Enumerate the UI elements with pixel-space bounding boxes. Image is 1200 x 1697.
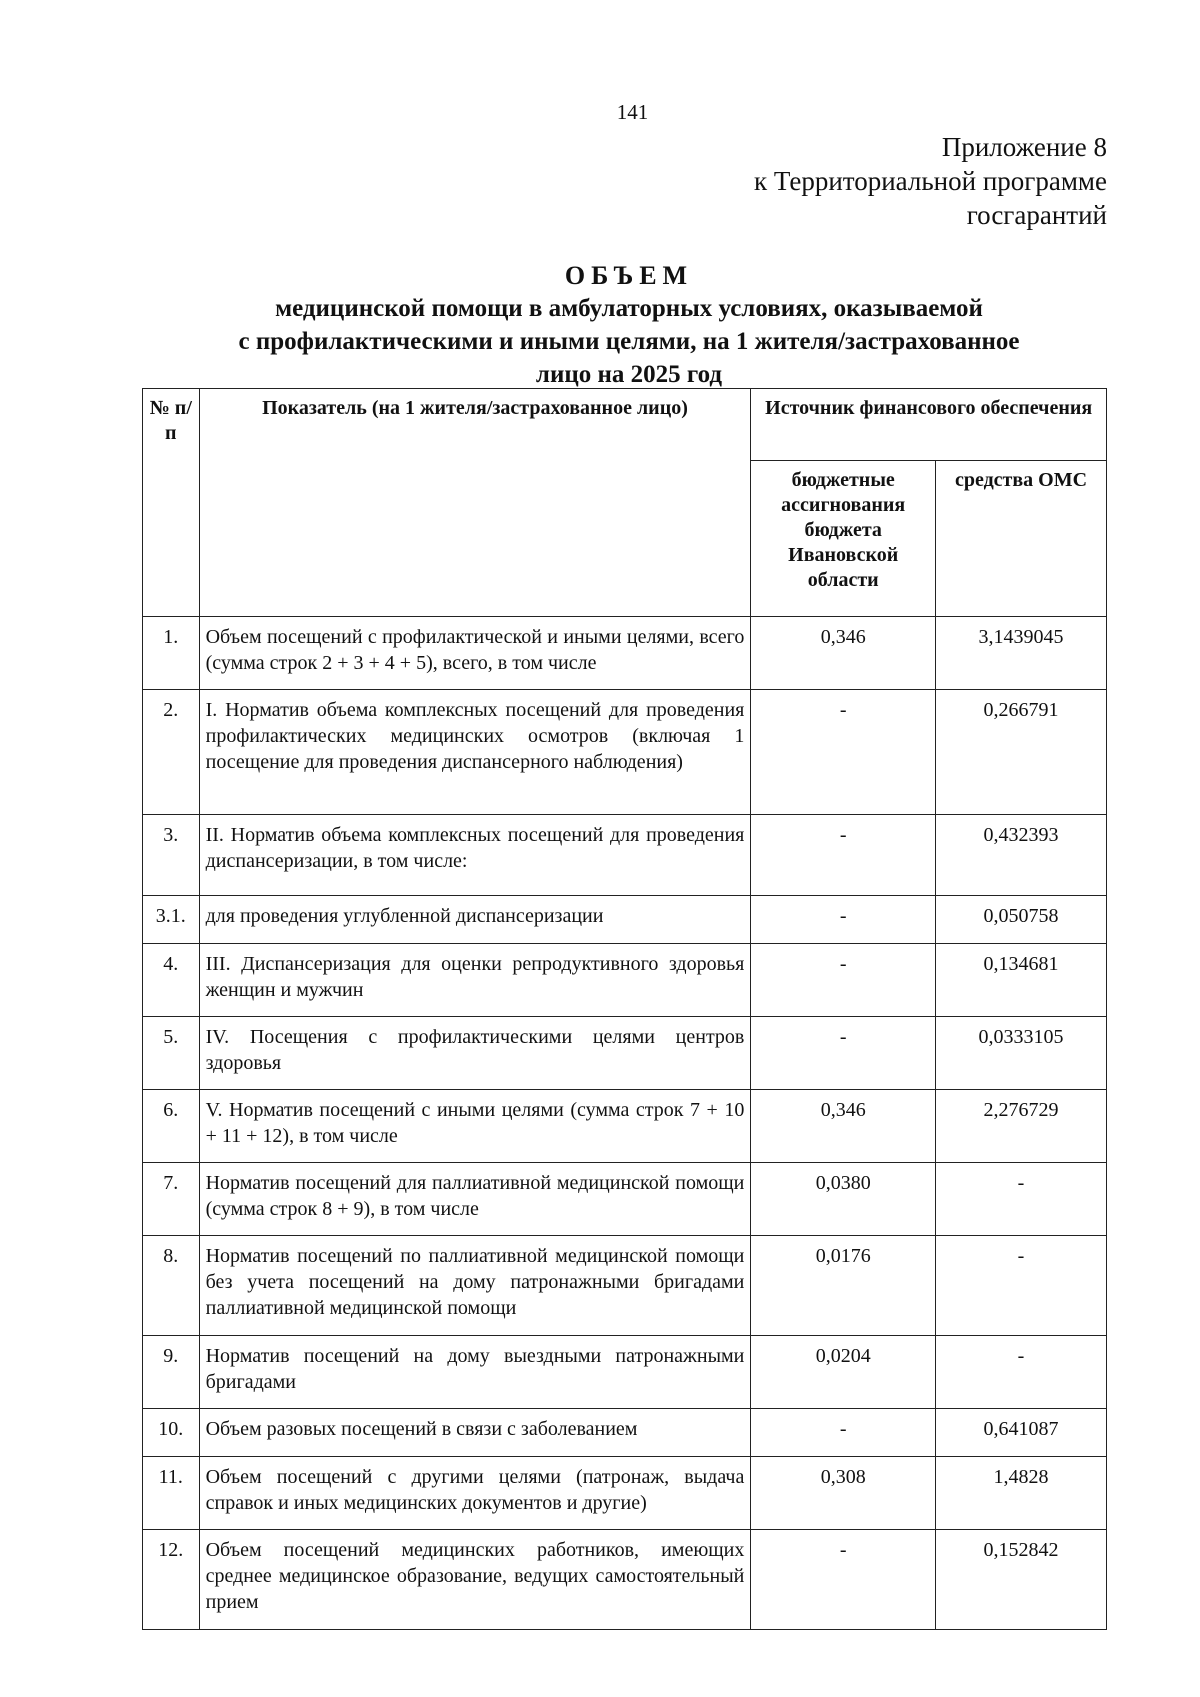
row-indicator: для проведения углубленной диспансеризации [199,896,751,944]
row-oms-value: 2,276729 [936,1090,1107,1163]
row-indicator: Объем посещений с другими целями (патронаж, выдача справок и иных медицинских документов и другие) [199,1457,751,1530]
header-indicator: Показатель (на 1 жителя/застрахованное лицо) [199,389,751,617]
row-oms-value: 0,134681 [936,944,1107,1017]
table-row [143,1017,1107,1090]
title-main: ОБЪЕМ [564,261,694,290]
row-num: 12. [143,1530,200,1630]
table-row [143,1090,1107,1163]
row-num: 4. [143,944,200,1017]
row-indicator: IV. Посещения с профилактическими целями центров здоровья [199,1017,751,1090]
volume-table [142,388,1107,1630]
row-num: 7. [143,1163,200,1236]
table-row [143,1409,1107,1457]
row-oms-value: 0,050758 [936,896,1107,944]
title-line-1: медицинской помощи в амбулаторных условиях, оказываемой [275,295,983,322]
row-budget-value: - [751,690,936,815]
table-row [143,617,1107,690]
table-row [143,1336,1107,1409]
row-indicator: V. Норматив посещений с иными целями (сумма строк 7 + 10 + 11 + 12), в том числе [199,1090,751,1163]
row-indicator: Норматив посещений для паллиативной медицинской помощи (сумма строк 8 + 9), в том числе [199,1163,751,1236]
row-budget-value: - [751,1409,936,1457]
row-oms-value: 0,152842 [936,1530,1107,1630]
row-budget-value: - [751,896,936,944]
row-budget-value: 0,346 [751,1090,936,1163]
header-oms: средства ОМС [936,461,1107,617]
row-budget-value: - [751,815,936,896]
row-budget-value: 0,0204 [751,1336,936,1409]
table-row [143,1530,1107,1630]
table-row [143,1457,1107,1530]
row-indicator: Объем разовых посещений в связи с заболеванием [199,1409,751,1457]
table-row [143,944,1107,1017]
row-num: 1. [143,617,200,690]
table-row [143,896,1107,944]
row-budget-value: - [751,944,936,1017]
appendix-line-2: к Территориальной программе [754,166,1107,196]
row-num: 9. [143,1336,200,1409]
row-indicator: Норматив посещений по паллиативной медицинской помощи без учета посещений на дому патронажными бригадами паллиативной медицинской помощи [199,1236,751,1336]
row-num: 6. [143,1090,200,1163]
row-oms-value: - [936,1236,1107,1336]
row-budget-value: 0,0380 [751,1163,936,1236]
row-num: 3. [143,815,200,896]
header-num: № п/п [143,389,200,617]
row-num: 11. [143,1457,200,1530]
row-indicator: Объем посещений медицинских работников, имеющих среднее медицинское образование, ведущих самостоятельный прием [199,1530,751,1630]
table-row [143,690,1107,815]
row-budget-value: - [751,1017,936,1090]
row-num: 5. [143,1017,200,1090]
row-oms-value: 0,0333105 [936,1017,1107,1090]
row-oms-value: 0,266791 [936,690,1107,815]
table-row [143,1236,1107,1336]
row-budget-value: 0,346 [751,617,936,690]
appendix-line-1: Приложение 8 [941,132,1107,162]
header-budget: бюджетные ассигнования бюджета Ивановской области [751,461,936,617]
row-num: 2. [143,690,200,815]
row-oms-value: - [936,1336,1107,1409]
title-line-2: с профилактическими и иными целями, на 1 жителя/застрахованное [238,328,1020,355]
row-indicator: I. Норматив объема комплексных посещений для проведения профилактических медицинских осмотров (включая 1 посещение для проведения диспансерного наблюдения) [199,690,751,815]
table-row [143,1163,1107,1236]
row-budget-value: 0,0176 [751,1236,936,1336]
row-indicator: III. Диспансеризация для оценки репродуктивного здоровья женщин и мужчин [199,944,751,1017]
table-row [143,815,1107,896]
document-title [142,259,1116,391]
row-num: 3.1. [143,896,200,944]
appendix-line-3: госгарантий [966,200,1107,230]
row-indicator: Норматив посещений на дому выездными патронажными бригадами [199,1336,751,1409]
row-budget-value: 0,308 [751,1457,936,1530]
row-num: 10. [143,1409,200,1457]
page-number: 141 [616,100,649,124]
row-oms-value: - [936,1163,1107,1236]
title-line-3: лицо на 2025 год [535,361,723,388]
row-oms-value: 0,641087 [936,1409,1107,1457]
header-source: Источник финансового обеспечения [751,389,1107,461]
row-indicator: Объем посещений с профилактической и иными целями, всего (сумма строк 2 + 3 + 4 + 5), всего, в том числе [199,617,751,690]
row-oms-value: 0,432393 [936,815,1107,896]
row-oms-value: 3,1439045 [936,617,1107,690]
row-oms-value: 1,4828 [936,1457,1107,1530]
row-budget-value: - [751,1530,936,1630]
row-indicator: II. Норматив объема комплексных посещений для проведения диспансеризации, в том числе: [199,815,751,896]
row-num: 8. [143,1236,200,1336]
appendix-header [754,130,1107,232]
